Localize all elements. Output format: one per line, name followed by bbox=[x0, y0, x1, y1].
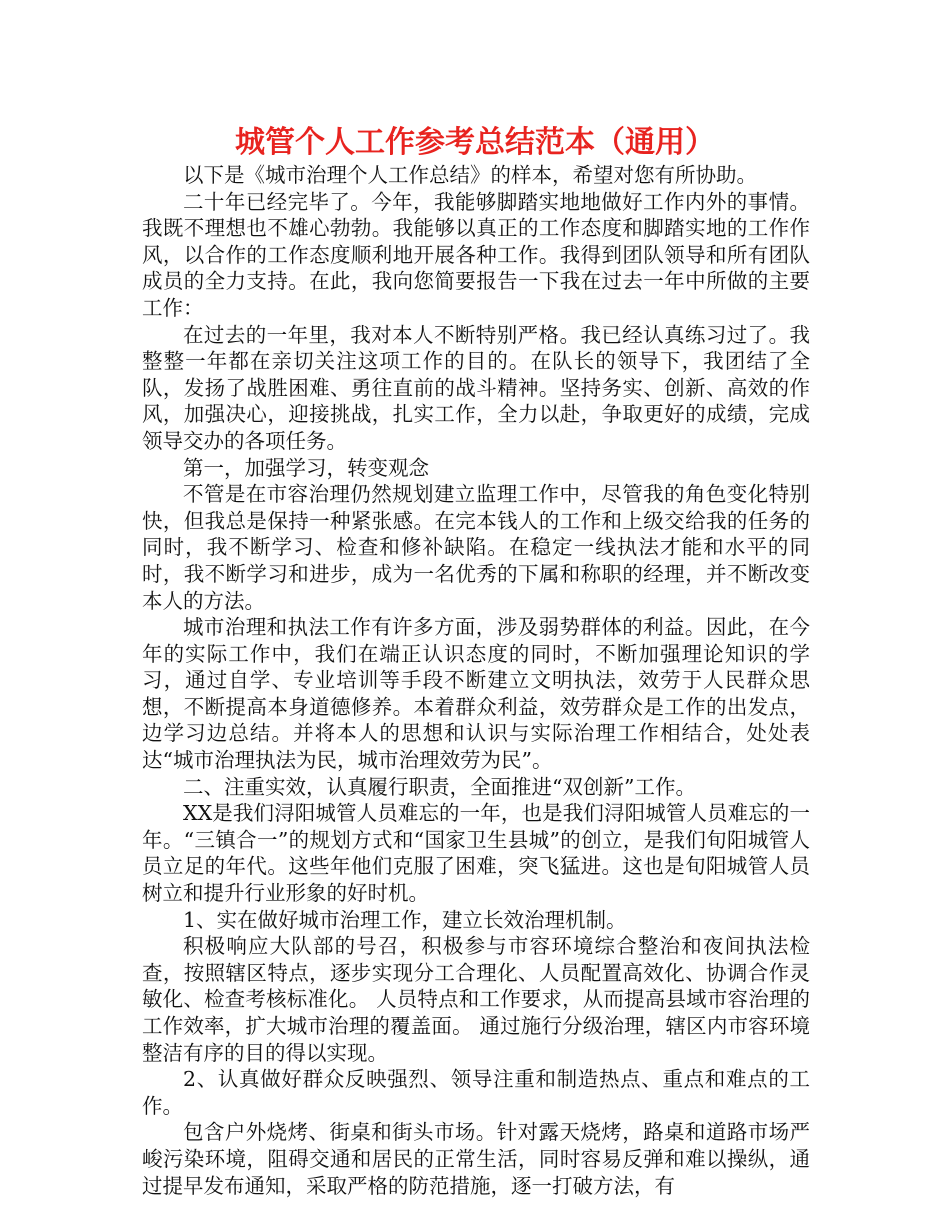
subsection-heading: 2、认真做好群众反映强烈、领导注重和制造热点、重点和难点的工作。 bbox=[142, 1067, 810, 1118]
paragraph: 城市治理和执法工作有许多方面，涉及弱势群体的利益。因此，在今年的实际工作中，我们在端正认识态度的同时，不断加强理论知识的学习，通过自学、专业培训等手段不断建立文明执法，效劳于人民群众思想，不断提高本身道德修养。本着群众利益，效劳群众是工作的出发点，边学习边总结。并将本人的思想和认识与实际治理工作相结合，处处表达“城市治理执法为民，城市治理效劳为民”。 bbox=[142, 615, 810, 773]
subsection-heading: 1、实在做好城市治理工作，建立长效治理机制。 bbox=[183, 907, 627, 932]
section-heading: 二、注重实效，认真履行职责，全面推进“双创新”工作。 bbox=[183, 774, 696, 799]
paragraph: 积极响应大队部的号召，积极参与市容环境综合整治和夜间执法检查，按照辖区特点，逐步实现分工合理化、人员配置高效化、协调合作灵敏化、检查考核标准化。 人员特点和工作要求，从而提高县域市容治理的工作效率，扩大城市治理的覆盖面。 通过施行分级治理，辖区内市容环境整洁有序的目的得以实现。 bbox=[142, 934, 810, 1065]
section-heading: 第一，加强学习，转变观念 bbox=[183, 455, 429, 480]
paragraph: XX是我们浔阳城管人员难忘的一年，也是我们浔阳城管人员难忘的一年。“三镇合一”的规划方式和“国家卫生县城”的创立，是我们旬阳城管人员立足的年代。这些年他们克服了困难，突飞猛进。这也是旬阳城管人员树立和提升行业形象的好时机。 bbox=[142, 801, 810, 906]
document-title: 城管个人工作参考总结范本（通用） bbox=[235, 125, 715, 160]
paragraph: 包含户外烧烤、街桌和街头市场。针对露天烧烤，路桌和道路市场严峻污染环境，阻碍交通和居民的正常生活，同时容易反弹和难以操纵，通过提早发布通知，采取严格的防范措施，逐一打破方法，有 bbox=[142, 1120, 810, 1198]
paragraph: 二十年已经完毕了。今年，我能够脚踏实地地做好工作内外的事情。我既不理想也不雄心勃勃。我能够以真正的工作态度和脚踏实地的工作作风，以合作的工作态度顺利地开展各种工作。我得到团队领导和所有团队成员的全力支持。在此，我向您简要报告一下我在过去一年中所做的主要工作： bbox=[142, 189, 810, 320]
paragraph: 在过去的一年里，我对本人不断特别严格。我已经认真练习过了。我整整一年都在亲切关注这项工作的目的。在队长的领导下，我团结了全队，发扬了战胜困难、勇往直前的战斗精神。坚持务实、创新、高效的作风，加强决心，迎接挑战，扎实工作，全力以赴，争取更好的成绩，完成领导交办的各项任务。 bbox=[142, 322, 810, 453]
paragraph: 不管是在市容治理仍然规划建立监理工作中，尽管我的角色变化特别快，但我总是保持一种紧张感。在完本钱人的工作和上级交给我的任务的同时，我不断学习、检查和修补缺陷。在稳定一线执法才能和水平的同时，我不断学习和进步，成为一名优秀的下属和称职的经理，并不断改变本人的方法。 bbox=[142, 482, 810, 613]
document-body bbox=[142, 162, 810, 1199]
paragraph-intro: 以下是《城市治理个人工作总结》的样本，希望对您有所协助。 bbox=[183, 163, 757, 187]
